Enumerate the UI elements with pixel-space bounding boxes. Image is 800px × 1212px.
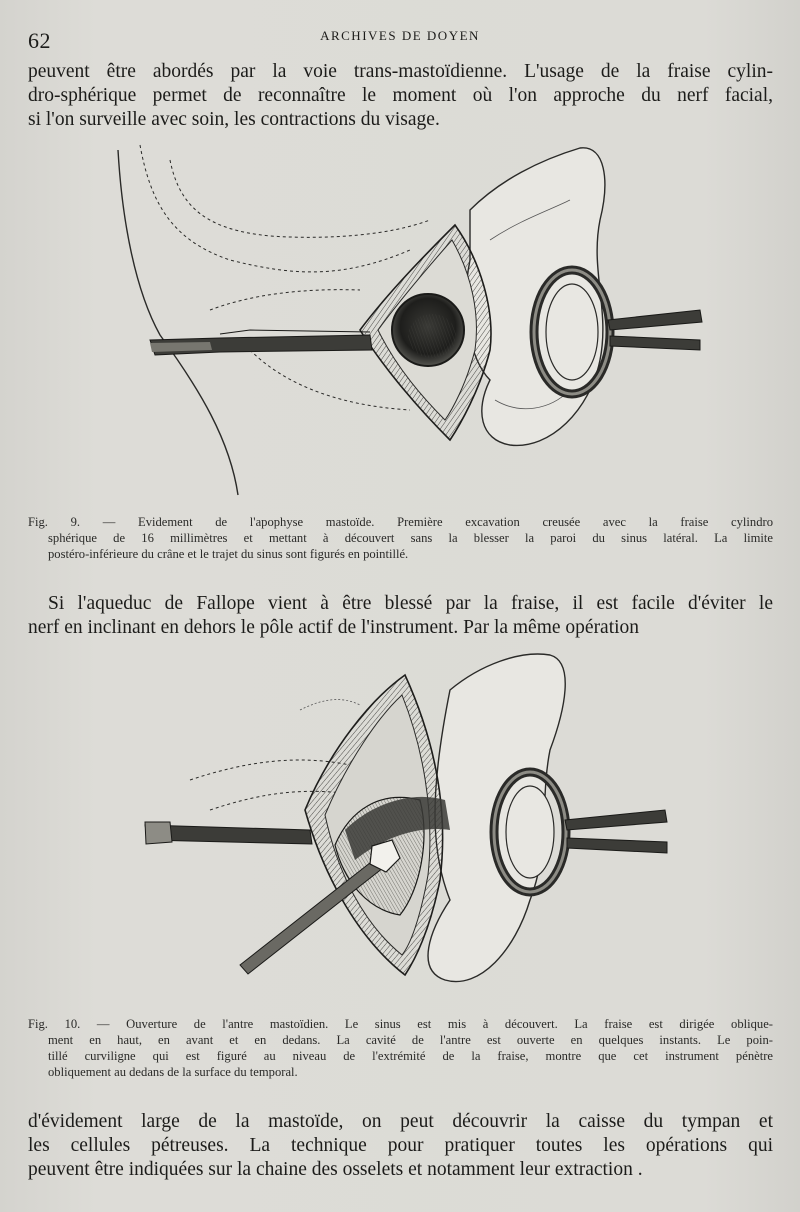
paragraph-line: d'évidement large de la mastoïde, on peut découvrir la caisse du tympan et <box>28 1111 773 1132</box>
paragraph-line: si l'on surveille avec soin, les contractions du visage. <box>28 109 440 130</box>
caption-line: Fig. 9. — Evidement de l'apophyse mastoïde. Première excavation creusée avec la fraise cylindro <box>28 515 773 529</box>
caption-line: Fig. 10. — Ouverture de l'antre mastoïdien. Le sinus est mis à découvert. La fraise est dirigée oblique- <box>28 1017 773 1031</box>
paragraph-line: peuvent être abordés par la voie trans-mastoïdienne. L'usage de la fraise cylin- <box>28 61 773 82</box>
figure-9-illustration <box>110 140 710 500</box>
caption-line: sphérique de 16 millimètres et mettant à découvert sans la blesser la paroi du sinus latéral. La limite <box>48 531 773 545</box>
paragraph-2 <box>28 592 773 640</box>
figure-10-illustration <box>110 650 710 1010</box>
paragraph-1 <box>28 60 773 132</box>
mastoid-antrum-drawing <box>110 650 710 1010</box>
caption-line: tillé curviligne qui est figuré au niveau de l'extrémité de la fraise, montre que cet instrument pénètre <box>48 1049 773 1063</box>
paragraph-line: nerf en inclinant en dehors le pôle actif de l'instrument. Par la même opération <box>28 617 640 638</box>
running-title: ARCHIVES DE DOYEN <box>320 28 480 43</box>
paragraph-line: Si l'aqueduc de Fallope vient à être blessé par la fraise, il est facile d'éviter le <box>48 593 773 614</box>
paragraph-3 <box>28 1110 773 1182</box>
paragraph-line: peuvent être indiquées sur la chaine des osselets et notamment leur extraction . <box>28 1159 643 1180</box>
caption-line: obliquement au dedans de la surface du temporal. <box>48 1065 298 1079</box>
paragraph-line: les cellules pétreuses. La technique pour pratiquer toutes les opérations qui <box>28 1135 773 1156</box>
page-number: 62 <box>28 28 51 53</box>
caption-line: postéro-inférieure du crâne et le trajet du sinus sont figurés en pointillé. <box>48 547 409 561</box>
caption-line: ment en haut, en avant et en dedans. La cavité de l'antre est ouverte en quelques instants. Le poin- <box>48 1033 773 1047</box>
figure-9-caption <box>28 514 773 562</box>
paragraph-line: dro-sphérique permet de reconnaître le moment où l'on approche du nerf facial, <box>28 85 773 106</box>
mastoid-excavation-drawing <box>110 140 710 500</box>
figure-10-caption <box>28 1016 773 1080</box>
